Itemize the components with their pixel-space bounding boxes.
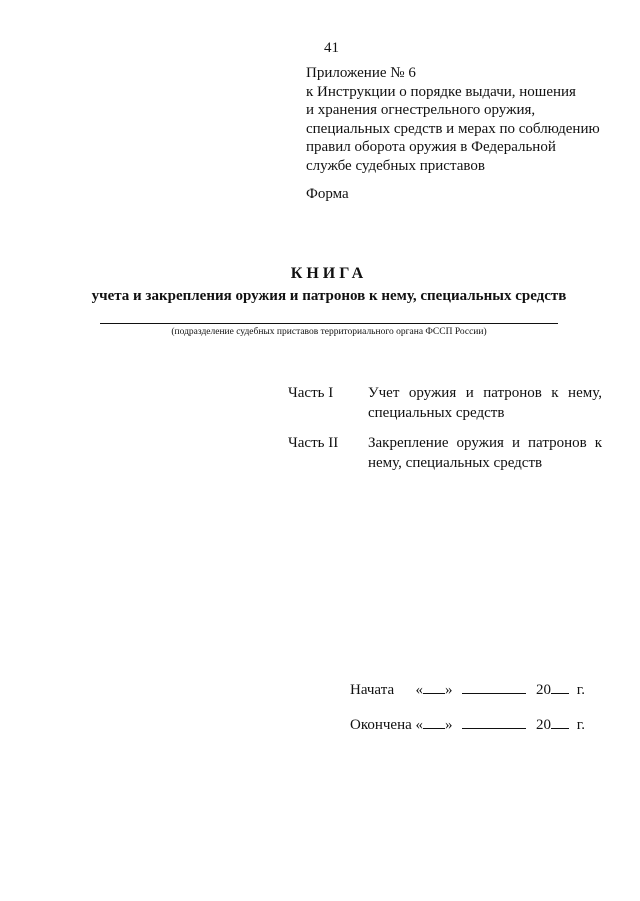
year-blank	[551, 715, 569, 729]
part-description: Закрепление оружия и патронов к нему, специальных средств	[368, 435, 602, 471]
appendix-line: Приложение № 6	[306, 65, 416, 81]
appendix-line: к Инструкции о порядке выдачи, ношения	[306, 83, 576, 100]
year-prefix: 20	[536, 682, 551, 698]
quote-close: »	[445, 682, 453, 698]
day-blank	[423, 715, 445, 729]
year-suffix: г.	[576, 717, 585, 733]
year-prefix: 20	[536, 717, 552, 733]
form-label: Форма	[306, 186, 349, 202]
appendix-line: специальных средств и мерах по соблюдению	[306, 120, 600, 137]
day-blank	[423, 680, 445, 694]
end-date-row	[350, 715, 585, 734]
year-blank	[551, 680, 569, 694]
appendix-line: службе судебных приставов	[306, 157, 485, 174]
end-date-label: Окончена	[350, 717, 412, 733]
division-fill-line	[100, 323, 558, 324]
month-blank	[462, 680, 526, 694]
part-label: Часть I	[288, 385, 334, 401]
part-description: Учет оружия и патронов к нему, специальных средств	[368, 385, 602, 421]
part-label: Часть II	[288, 435, 339, 451]
division-caption: (подразделение судебных приставов территориального органа ФССП России)	[171, 327, 487, 337]
month-blank	[462, 715, 526, 729]
quote-open: «	[415, 717, 424, 733]
book-title: КНИГА	[290, 265, 368, 282]
appendix-header	[306, 64, 606, 175]
book-subtitle: учета и закрепления оружия и патронов к нему, специальных средств	[91, 288, 567, 304]
year-suffix: г.	[576, 682, 585, 698]
page-number: 41	[324, 40, 339, 56]
start-date-row	[350, 680, 585, 699]
appendix-line: и хранения огнестрельного оружия,	[306, 102, 536, 118]
quote-open: «	[415, 682, 423, 698]
start-date-label: Начата	[350, 682, 395, 698]
quote-close: »	[445, 717, 453, 733]
appendix-line: правил оборота оружия в Федеральной	[306, 139, 556, 155]
